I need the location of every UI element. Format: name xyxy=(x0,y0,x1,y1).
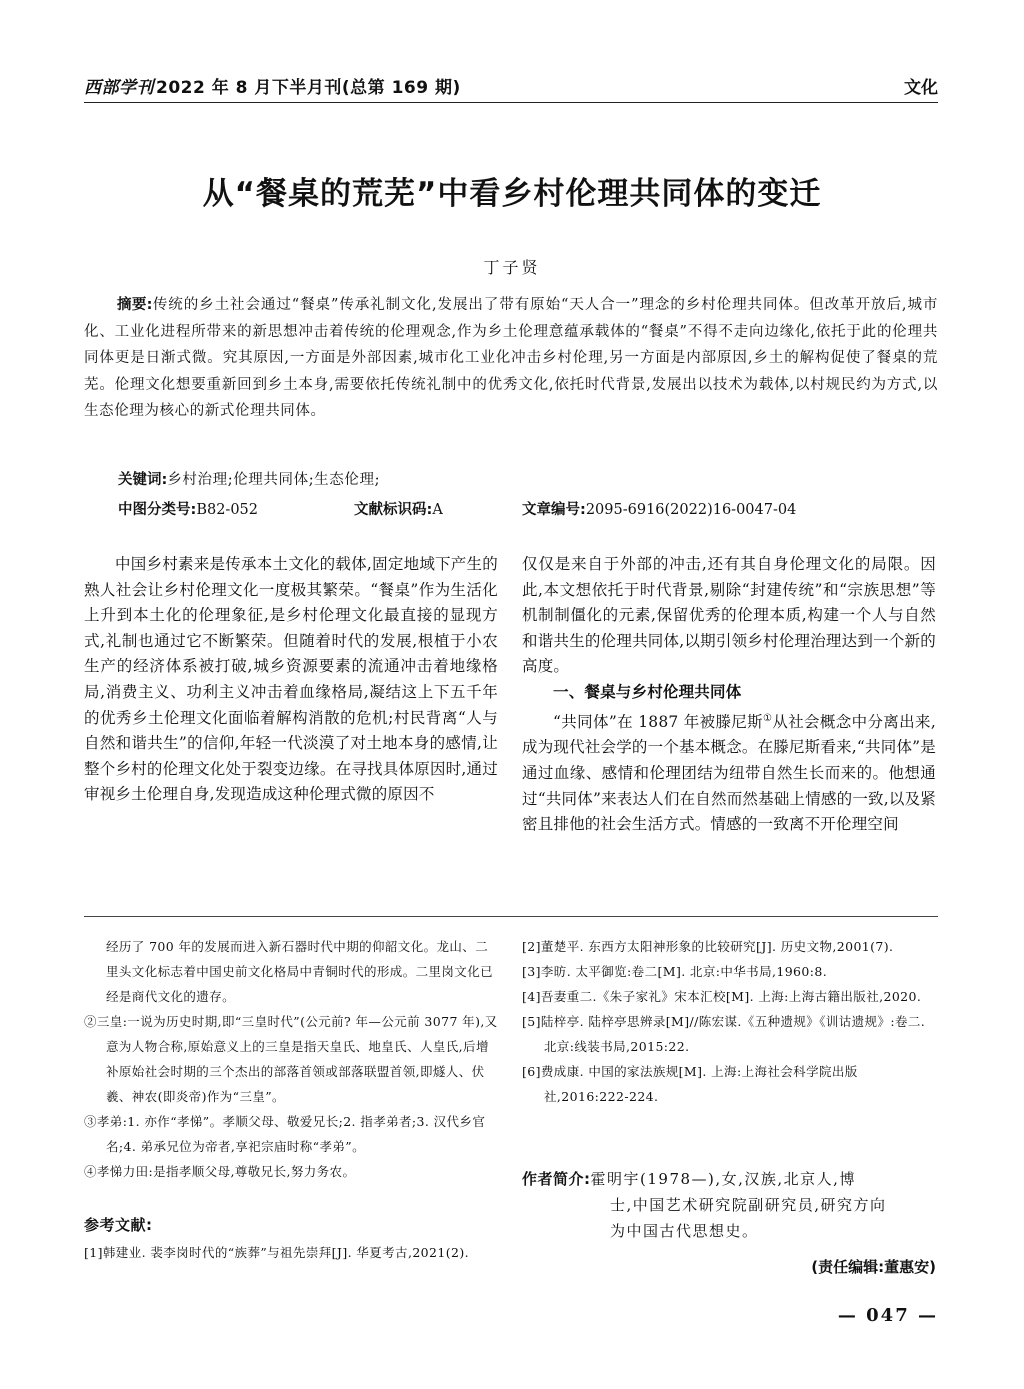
reference-item: [3]李昉. 太平御览:卷二[M]. 北京:中华书局,1960:8. xyxy=(522,964,828,979)
section-label: 文化 xyxy=(904,78,938,98)
references-heading: 参考文献: xyxy=(84,1216,153,1234)
reference-item: [2]董楚平. 东西方太阳神形象的比较研究[J]. 历史文物,2001(7). xyxy=(522,939,894,954)
references-list-left xyxy=(84,1240,498,1265)
article-id-group xyxy=(522,498,796,519)
keywords-text: 乡村治理;伦理共同体;生态伦理; xyxy=(167,472,381,488)
reference-item: [5]陆梓亭. 陆梓亭思辨录[M]//陈宏谋.《五种遗规》《训诂遗规》:卷二. 北京:线装书局,2015:22. xyxy=(522,1014,926,1054)
author-bio xyxy=(522,1166,936,1244)
page-header xyxy=(84,66,938,103)
article-author: 丁子贤 xyxy=(483,258,541,277)
article-id-value: 2095-6916(2022)16-0047-04 xyxy=(585,502,797,518)
page-number: — 047 — xyxy=(837,1305,938,1326)
clc-value: B82-052 xyxy=(196,502,258,518)
journal-logo: 西部学刊 xyxy=(84,78,154,98)
keywords xyxy=(118,468,380,489)
body-paragraph xyxy=(522,706,936,838)
abstract-text: 传统的乡土社会通过“餐桌”传承礼制文化,发展出了带有原始“天人合一”理念的乡村伦理共同体。但改革开放后,城市化、工业化进程所带来的新思想冲击着传统的伦理观念,作为乡土伦理意蕴承载体的“餐桌”不得不走向边缘化,依托于此的伦理共同体更是日渐式微。究其原因,一方面是外部因素,城市化工业化冲击乡村伦理,另一方面是内部原因,乡土的解构促使了餐桌的荒芜。伦理文化想要重新回到乡土本身,需要依托传统礼制中的优秀文化,依托时代背景,发展出以技术为载体,以村规民约为方式,以生态伦理为核心的新式伦理共同体。 xyxy=(84,297,938,419)
journal-issue-info xyxy=(84,73,461,98)
doc-code-group xyxy=(354,498,522,519)
references-list-right xyxy=(522,934,936,1109)
footnotes xyxy=(84,934,498,1184)
footnote-item: ②三皇:一说为历史时期,即“三皇时代”(公元前? 年—公元前 3077 年),又意为人物合称,原始意义上的三皇是指天皇氏、地皇氏、人皇氏,后增补原始社会时期的三个杰出的部落首领或部落联盟首领,即燧人、伏羲、神农(即炎帝)作为“三皇”。 xyxy=(84,1014,498,1104)
section-heading: 一、餐桌与乡村伦理共同体 xyxy=(553,682,742,701)
body-text: “共同体”在 1887 年被滕尼斯 xyxy=(553,712,764,731)
body-text: 从社会概念中分离出来,成为现代社会学的一个基本概念。在滕尼斯看来,“共同体”是通过血缘、感情和伦理团结为纽带自然生长而来的。他想通过“共同体”来表达人们在自然而然基础上情感的一致,以及紧密且排他的社会生活方式。情感的一致离不开伦理空间 xyxy=(522,712,936,834)
doc-code-value: A xyxy=(432,502,443,518)
issue-label: 2022 年 8 月下半月刊(总第 169 期) xyxy=(156,78,461,98)
body-paragraph: 仅仅是来自于外部的冲击,还有其自身伦理文化的局限。因此,本文想依托于时代背景,剔除“封建传统”和“宗族思想”等机制制僵化的元素,保留优秀的伦理本质,构建一个人与自然和谐共生的伦理共同体,以期引领乡村伦理治理达到一个新的高度。 xyxy=(522,555,936,676)
author-bio-line xyxy=(522,1166,936,1192)
footnote-item: ④孝悌力田:是指孝顺父母,尊敬兄长,努力务农。 xyxy=(84,1164,356,1179)
body-column-left xyxy=(84,552,498,808)
clc-label: 中图分类号: xyxy=(118,502,197,518)
abstract-label: 摘要: xyxy=(117,297,153,313)
footnote-item: ③孝弟:1. 亦作“孝悌”。孝顺父母、敬爱兄长;2. 指孝弟者;3. 汉代乡官名;4. 弟承兄位为帝者,享祀宗庙时称“孝弟”。 xyxy=(84,1114,486,1154)
responsible-editor: (责任编辑:董惠安) xyxy=(811,1258,936,1276)
body-column-right xyxy=(522,552,936,838)
body-paragraph: 中国乡村素来是传承本土文化的载体,固定地域下产生的熟人社会让乡村伦理文化一度极其繁荣。“餐桌”作为生活化上升到本土化的伦理象征,是乡村伦理文化最直接的显现方式,礼制也通过它不断繁荣。但随着时代的发展,根植于小农生产的经济体系被打破,城乡资源要素的流通冲击着地缘格局,消费主义、功利主义冲击着血缘格局,凝结这上下五千年的优秀乡土伦理文化面临着解构消散的危机;村民背离“人与自然和谐共生”的信仰,年轻一代淡漠了对土地本身的感情,让整个乡村的伦理文化处于裂变边缘。在寻找具体原因时,通过审视乡土伦理自身,发现造成这种伦理式微的原因不 xyxy=(84,555,498,804)
author-bio-text: 霍明宇(1978—),女,汉族,北京人,博 xyxy=(590,1170,856,1188)
doc-code-label: 文献标识码: xyxy=(354,502,433,518)
keywords-label: 关键词: xyxy=(118,472,168,488)
abstract xyxy=(84,292,938,425)
article-id-label: 文章编号: xyxy=(522,502,586,518)
reference-item: [6]费成康. 中国的家法族规[M]. 上海:上海社会科学院出版社,2016:222-224. xyxy=(522,1064,858,1104)
classification-line xyxy=(118,498,938,519)
article-title: 从“餐桌的荒芜”中看乡村伦理共同体的变迁 xyxy=(202,176,822,212)
footnote-divider xyxy=(84,916,938,917)
reference-item: [1]韩建业. 裴李岗时代的“族葬”与祖先崇拜[J]. 华夏考古,2021(2). xyxy=(84,1245,470,1260)
reference-item: [4]吾妻重二.《朱子家礼》宋本汇校[M]. 上海:上海古籍出版社,2020. xyxy=(522,989,922,1004)
author-bio-label: 作者简介: xyxy=(522,1170,591,1188)
clc-group xyxy=(118,498,354,519)
author-bio-line: 士,中国艺术研究院副研究员,研究方向 xyxy=(610,1196,887,1214)
footnote-continuation: 经历了 700 年的发展而进入新石器时代中期的仰韶文化。龙山、二里头文化标志着中国史前文化格局中青铜时代的形成。二里岗文化已经是商代文化的遗存。 xyxy=(106,939,494,1004)
footnote-marker: ① xyxy=(763,712,773,724)
author-bio-line: 为中国古代思想史。 xyxy=(610,1222,759,1240)
